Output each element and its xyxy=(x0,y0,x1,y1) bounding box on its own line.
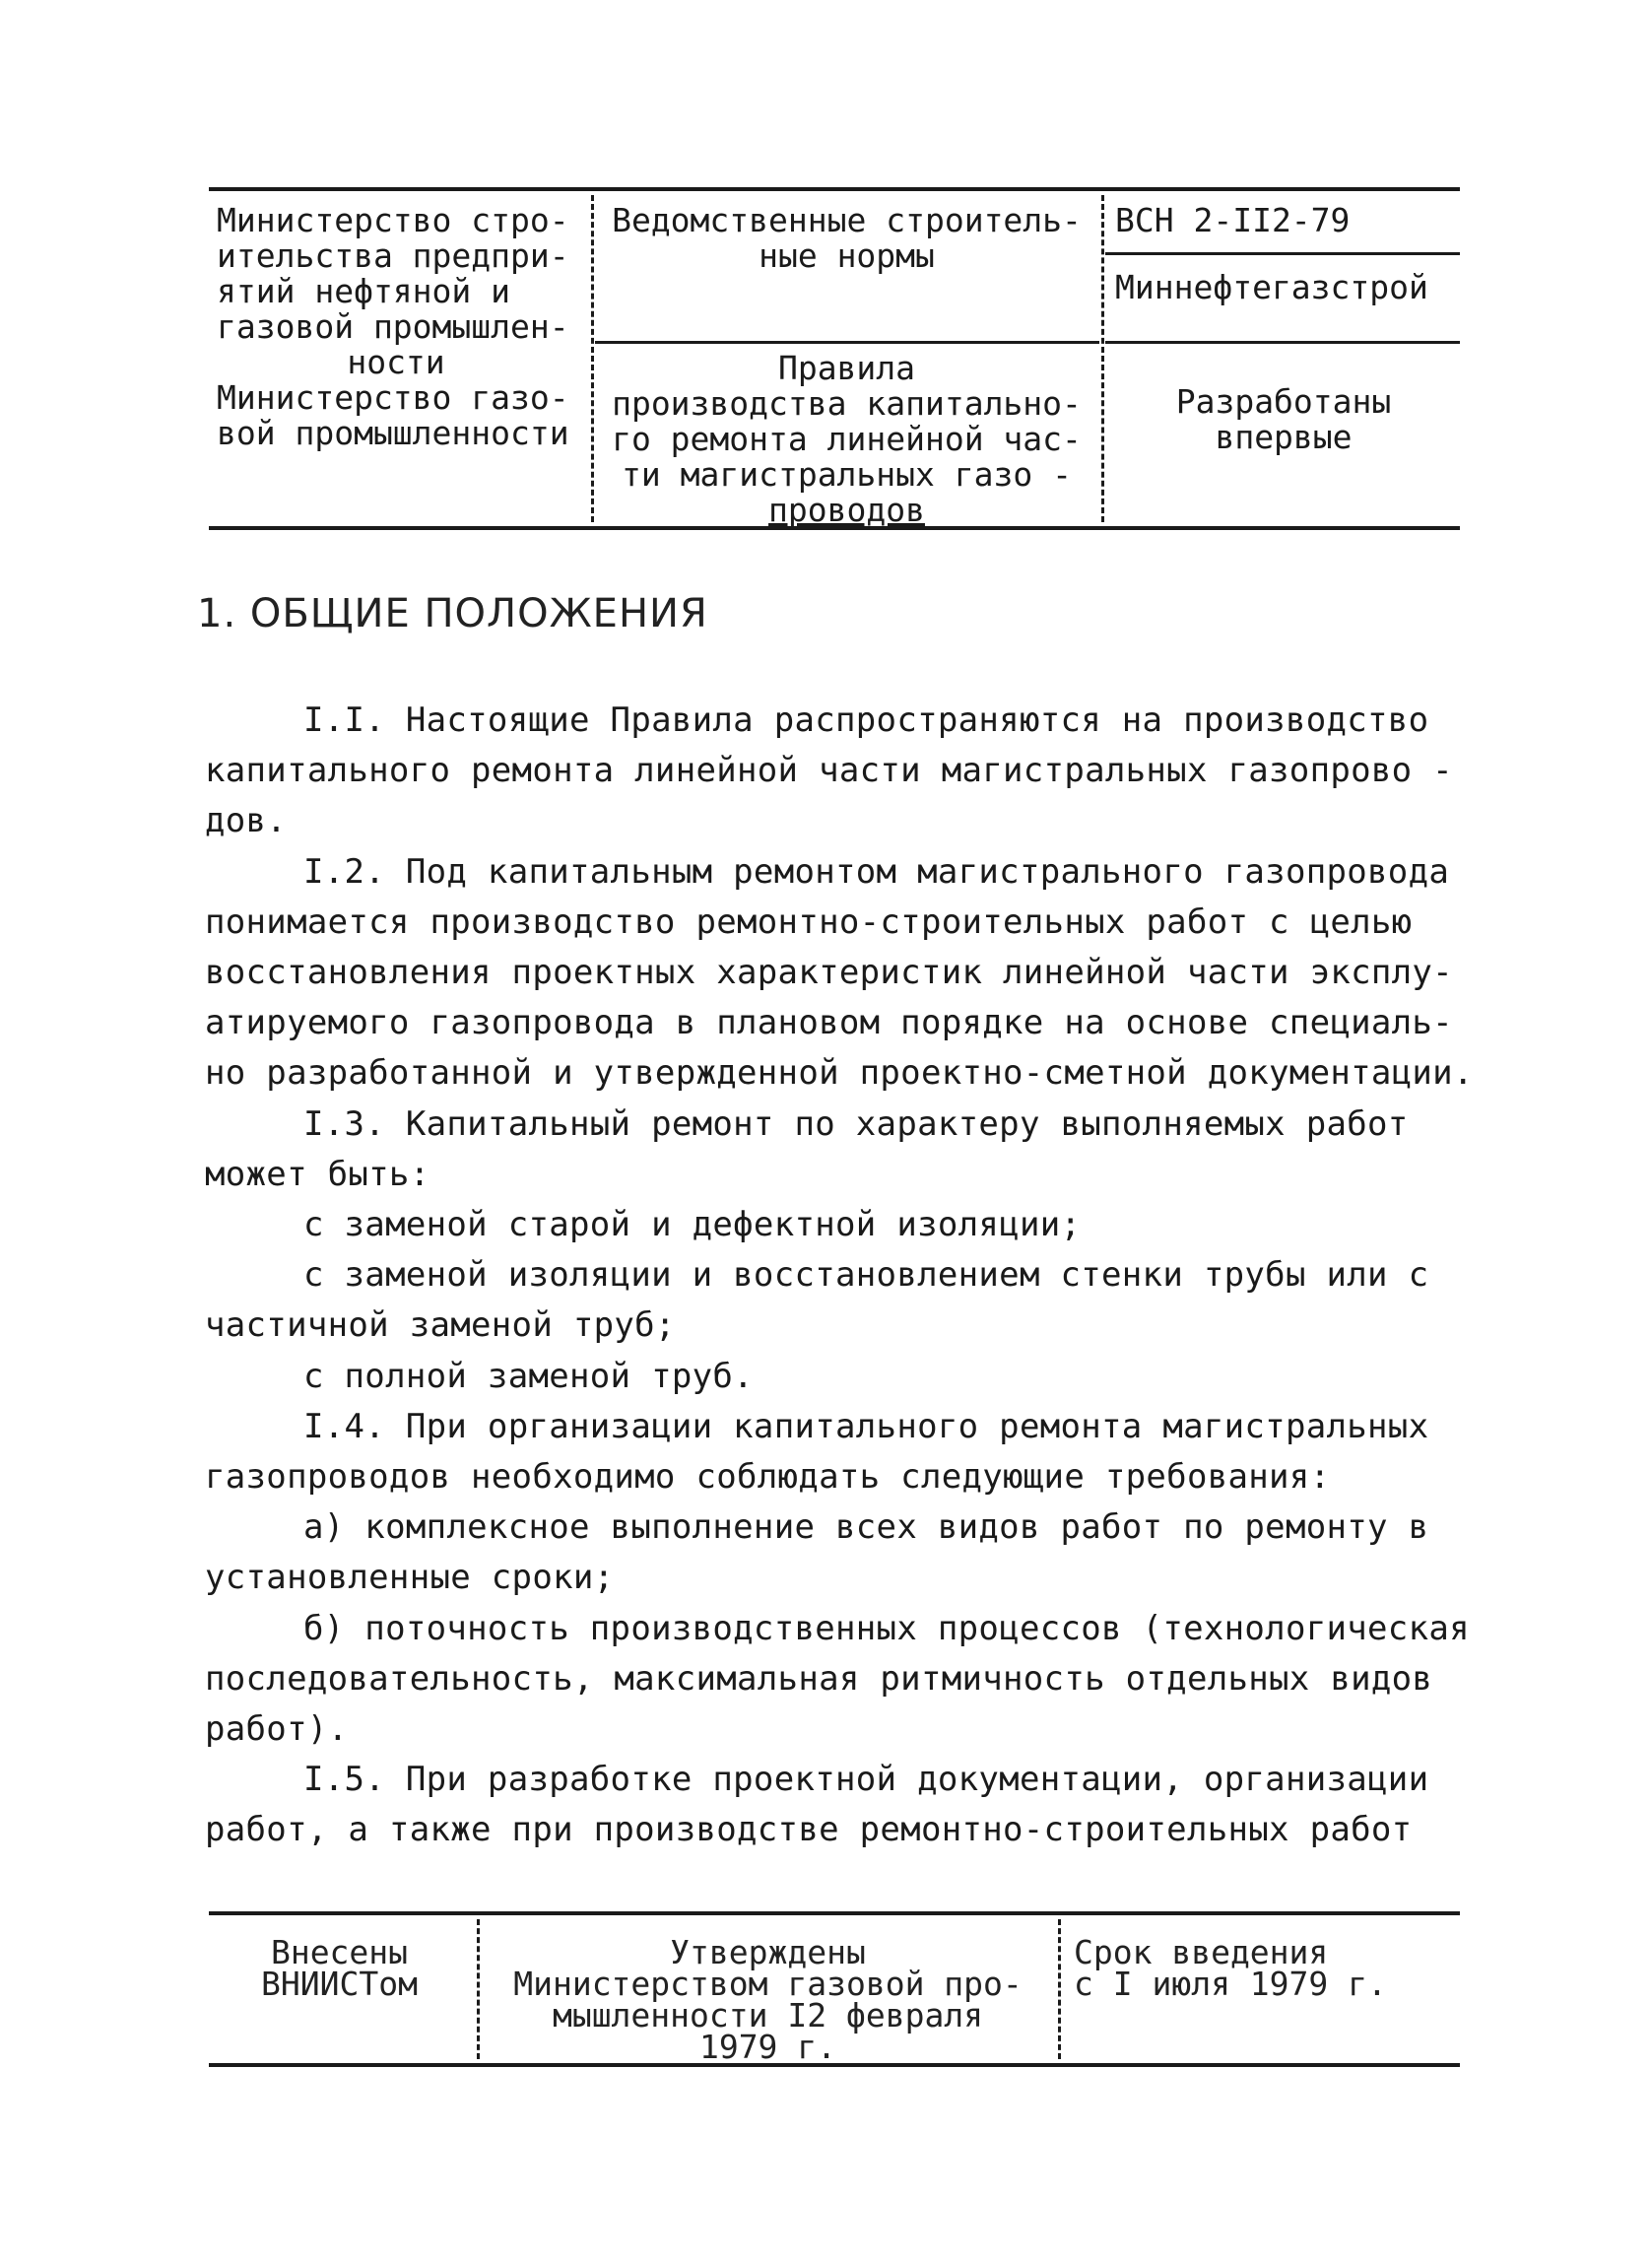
status-cell xyxy=(1107,384,1460,455)
column-divider xyxy=(1058,1919,1061,2059)
row-divider xyxy=(595,341,1099,344)
paragraph-line: газопроводов необходимо соблюдать следующие требования: xyxy=(205,1457,1331,1498)
effective-cell xyxy=(1066,1933,1468,2003)
paragraph-line: с заменой изоляции и восстановлением стенки трубы или с xyxy=(303,1255,1429,1296)
row-divider xyxy=(1105,252,1460,255)
column-divider xyxy=(1101,195,1104,522)
issuer-line: Министерство стро- xyxy=(217,201,569,239)
effective-line: Срок введения xyxy=(1074,1933,1329,1971)
issuer-line: ятий нефтяной и xyxy=(217,272,511,310)
approved-line: 1979 г. xyxy=(698,2028,837,2066)
status-line: впервые xyxy=(1215,418,1353,456)
paragraph-line: атируемого газопровода в плановом порядке на основе специаль- xyxy=(205,1003,1453,1043)
paragraph-line: восстановления проектных характеристик линейной части эксплу- xyxy=(205,953,1453,993)
approved-line: Министерством газовой про- xyxy=(513,1965,1023,2003)
issuer-line: Министерство газо- xyxy=(217,378,569,417)
code-cell: ВСН 2-II2-79 xyxy=(1115,201,1351,239)
norm-type-line: Ведомственные строитель- xyxy=(612,201,1082,239)
body-text xyxy=(205,696,1476,1856)
issuer-line: вой промышленности xyxy=(217,414,569,452)
submitted-line: Внесены xyxy=(270,1933,409,1971)
paragraph-line: I.4. При организации капитального ремонта магистральных xyxy=(303,1406,1429,1446)
footer-table xyxy=(209,1911,1460,2067)
paragraph-line: с полной заменой труб. xyxy=(303,1356,754,1396)
issuer-line: ности xyxy=(347,343,445,381)
issuer-line: ительства предпри- xyxy=(217,236,569,275)
row-divider xyxy=(1105,341,1460,344)
paragraph-line: а) комплексное выполнение всех видов работ по ремонту в xyxy=(303,1507,1429,1548)
title-line: проводов xyxy=(768,491,925,529)
ministry-short-cell: Миннефтегазстрой xyxy=(1115,268,1428,306)
paragraph-line: работ). xyxy=(205,1709,349,1750)
effective-line: с I июля 1979 г. xyxy=(1074,1965,1387,2003)
title-line: производства капитально- xyxy=(612,384,1082,423)
title-line: Правила xyxy=(777,349,916,387)
title-cell xyxy=(598,351,1095,528)
title-line: го ремонта линейной час- xyxy=(612,420,1082,458)
norm-type-cell xyxy=(598,203,1095,274)
paragraph-line: капитального ремонта линейной части магистральных газопрово - xyxy=(205,751,1453,791)
paragraph-line: может быть: xyxy=(205,1154,430,1194)
paragraph-line: последовательность, максимальная ритмичность отдельных видов xyxy=(205,1658,1433,1699)
approved-line: Утверждены xyxy=(670,1933,866,1971)
header-table xyxy=(209,187,1460,530)
paragraph-line: работ, а также при производстве ремонтно-строительных работ xyxy=(205,1810,1413,1850)
paragraph-line: с заменой старой и дефектной изоляции; xyxy=(303,1205,1082,1245)
paragraph-line: I.5. При разработке проектной документации, организации xyxy=(303,1760,1429,1800)
paragraph-line: установленные сроки; xyxy=(205,1558,615,1598)
norm-type-line: ные нормы xyxy=(759,236,935,275)
paragraph-line: I.I. Настоящие Правила распространяются на производство xyxy=(303,700,1429,740)
approved-cell xyxy=(485,1933,1051,2066)
paragraph-line: б) поточность производственных процессов (технологическая xyxy=(303,1608,1470,1648)
section-heading: 1. ОБЩИЕ ПОЛОЖЕНИЯ xyxy=(197,591,708,636)
approved-line: мышленности I2 февраля xyxy=(552,1996,984,2035)
paragraph-line: I.3. Капитальный ремонт по характеру выполняемых работ xyxy=(303,1103,1409,1144)
paragraph-line: но разработанной и утвержденной проектно-сметной документации. xyxy=(205,1053,1474,1094)
title-line: ти магистральных газо - xyxy=(622,455,1072,494)
paragraph-line: I.2. Под капитальным ремонтом магистрального газопровода xyxy=(303,851,1450,892)
submitted-line: ВНИИСТом xyxy=(261,1965,418,2003)
status-line: Разработаны xyxy=(1175,382,1392,421)
submitted-cell xyxy=(209,1933,470,2003)
issuer-cell xyxy=(209,203,583,518)
column-divider xyxy=(591,195,594,522)
paragraph-line: частичной заменой труб; xyxy=(205,1305,676,1346)
paragraph-line: понимается производство ремонтно-строительных работ с целью xyxy=(205,901,1413,942)
issuer-line: газовой промышлен- xyxy=(217,307,569,346)
column-divider xyxy=(477,1919,480,2059)
paragraph-line: дов. xyxy=(205,801,288,841)
